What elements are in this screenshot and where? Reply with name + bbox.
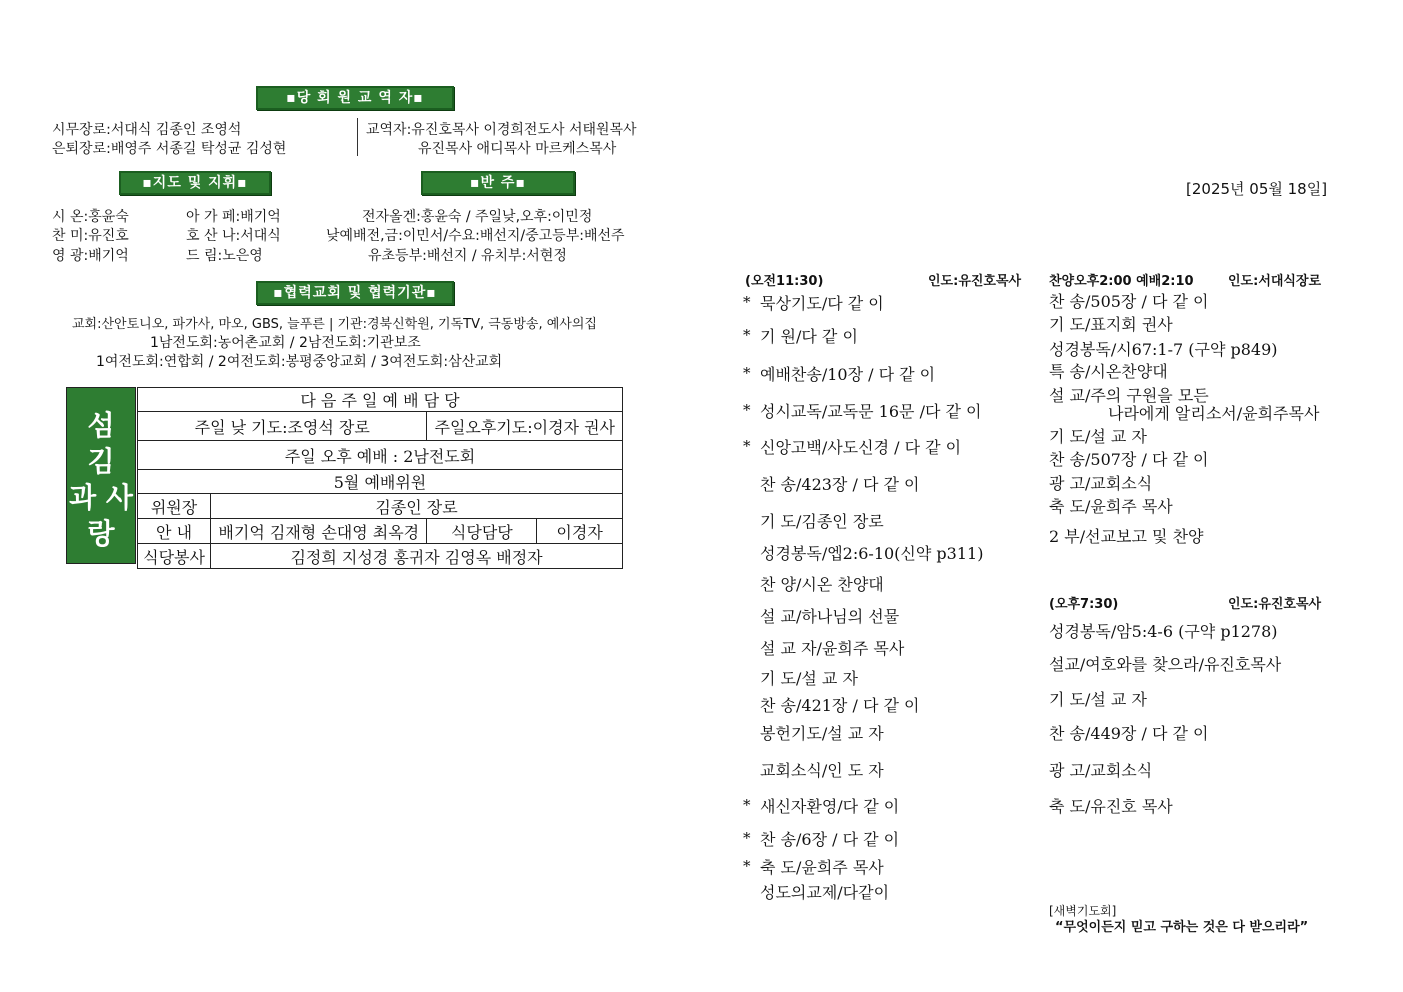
- afternoon-item-1: 찬 송/505장 / 다 같 이: [1049, 292, 1209, 311]
- ministers-line-2: 유진목사 애디목사 마르케스목사: [418, 141, 617, 157]
- next-week-duty-table: [137, 387, 623, 569]
- leader-row-2-c: 낮예배전,금:이민서/수요:배선지/중고등부:배선주: [326, 228, 625, 244]
- morning-time: (오전11:30): [745, 274, 824, 289]
- partner-line-1: 교회:산안토니오, 파가사, 마오, GBS, 늘푸른 | 기관:경북신학원, 기독TV, 극동방송, 예사의집: [72, 317, 597, 332]
- afternoon-item-3: 성경봉독/시67:1-7 (구약 p849): [1049, 340, 1278, 359]
- morning-item-6: 찬 송/423장 / 다 같 이: [760, 475, 920, 494]
- duty-kitchen-label: 식당담당: [427, 519, 537, 544]
- morning-star-5: *: [743, 437, 751, 455]
- evening-item-6: 축 도/유진호 목사: [1049, 797, 1173, 816]
- bulletin-date: [2025년 05월 18일]: [1186, 180, 1328, 198]
- morning-item-4: 성시교독/교독문 16문 /다 같 이: [760, 402, 982, 421]
- evening-time: (오후7:30): [1049, 597, 1119, 612]
- morning-item-7: 기 도/김종인 장로: [760, 512, 884, 531]
- leader-row-1-c: 전자올겐:홍윤숙 / 주일낮,오후:이민정: [362, 209, 593, 225]
- morning-item-18: 축 도/윤희주 목사: [760, 858, 884, 877]
- leader-row-3-b: 드 림:노은영: [186, 248, 263, 264]
- afternoon-item-2: 기 도/표지회 권사: [1049, 315, 1173, 334]
- morning-item-17: 찬 송/6장 / 다 같 이: [760, 830, 900, 849]
- morning-item-16: 새신자환영/다 같 이: [760, 797, 900, 816]
- morning-item-11: 설 교 자/윤희주 목사: [760, 639, 905, 658]
- elders-active: 시무장로:서대식 김종인 조영석: [52, 122, 242, 138]
- duty-chair-label: 위원장: [138, 494, 211, 519]
- leader-row-3-c: 유초등부:배선지 / 유치부:서현정: [368, 248, 567, 264]
- afternoon-leader: 인도:서대식장로: [1228, 274, 1322, 289]
- morning-leader: 인도:유진호목사: [928, 274, 1022, 289]
- afternoon-item-4: 특 송/시온찬양대: [1049, 362, 1168, 381]
- duty-prayer-am: 주일 낮 기도:조영석 장로: [138, 412, 427, 441]
- serve-love-line-1: 섬: [87, 409, 115, 442]
- morning-item-5: 신앙고백/사도신경 / 다 같 이: [760, 438, 962, 457]
- officers-header: ▪당 회 원 교 역 자▪: [256, 86, 454, 110]
- leader-row-2-b: 호 산 나:서대식: [186, 228, 281, 244]
- dawn-prayer-label: [새벽기도회]: [1049, 904, 1117, 918]
- morning-item-12: 기 도/설 교 자: [760, 669, 858, 688]
- morning-item-13: 찬 송/421장 / 다 같 이: [760, 696, 920, 715]
- duty-prayer-pm: 주일오후기도:이경자 권사: [427, 412, 623, 441]
- morning-item-3: 예배찬송/10장 / 다 같 이: [760, 365, 936, 384]
- morning-item-10: 설 교/하나님의 선물: [760, 607, 900, 626]
- duty-usher-names: 배기억 김재형 손대영 최옥경: [211, 519, 427, 544]
- elders-retired: 은퇴장로:배영주 서종길 탁성균 김성현: [52, 141, 287, 157]
- morning-item-8: 성경봉독/엡2:6-10(신약 p311): [760, 544, 984, 563]
- serve-love-box: [66, 387, 136, 564]
- duty-chair-name: 김종인 장로: [211, 494, 623, 519]
- evening-item-5: 광 고/교회소식: [1049, 761, 1153, 780]
- duty-title: 다 음 주 일 예 배 담 당: [138, 388, 623, 412]
- morning-star-2: *: [743, 326, 751, 344]
- evening-leader: 인도:유진호목사: [1228, 597, 1322, 612]
- morning-star-18: *: [743, 857, 751, 875]
- morning-item-15: 교회소식/인 도 자: [760, 761, 884, 780]
- morning-item-1: 묵상기도/다 같 이: [760, 294, 884, 313]
- afternoon-item-7: 기 도/설 교 자: [1049, 427, 1147, 446]
- duty-pm-service: 주일 오후 예배 : 2남전도회: [138, 441, 623, 470]
- morning-star-1: *: [743, 293, 751, 311]
- duty-usher-label: 안 내: [138, 519, 211, 544]
- morning-item-2: 기 원/다 같 이: [760, 327, 858, 346]
- afternoon-time: 찬양오후2:00 예배2:10: [1049, 274, 1194, 289]
- dawn-prayer-verse: “무엇이든지 믿고 구하는 것은 다 받으리라”: [1055, 920, 1309, 935]
- morning-item-14: 봉헌기도/설 교 자: [760, 724, 884, 743]
- morning-star-4: *: [743, 401, 751, 419]
- accompanists-header: ▪반 주▪: [421, 171, 575, 195]
- afternoon-item-6: 나라에게 알리소서/윤희주목사: [1108, 404, 1320, 423]
- morning-item-9: 찬 양/시온 찬양대: [760, 575, 884, 594]
- leader-row-3-a: 영 광:배기억: [52, 248, 129, 264]
- evening-item-2: 설교/여호와를 찾으라/유진호목사: [1049, 655, 1282, 674]
- duty-kitchen-serve-label: 식당봉사: [138, 544, 211, 569]
- afternoon-item-8: 찬 송/507장 / 다 같 이: [1049, 450, 1209, 469]
- morning-item-19: 성도의교제/다같이: [760, 883, 890, 902]
- leader-row-1-b: 아 가 페:배기억: [186, 209, 281, 225]
- evening-item-4: 찬 송/449장 / 다 같 이: [1049, 724, 1209, 743]
- morning-star-17: *: [743, 829, 751, 847]
- partner-line-3: 1여전도회:연합회 / 2여전도회:봉평중앙교회 / 3여전도회:삼산교회: [96, 354, 503, 370]
- partner-header: ▪협력교회 및 협력기관▪: [256, 281, 454, 305]
- partner-line-2: 1남전도회:농어촌교회 / 2남전도회:기관보조: [150, 335, 421, 351]
- morning-star-16: *: [743, 796, 751, 814]
- afternoon-item-11: 2 부/선교보고 및 찬양: [1049, 527, 1204, 546]
- serve-love-line-4: 랑: [87, 517, 115, 550]
- evening-item-1: 성경봉독/암5:4-6 (구약 p1278): [1049, 622, 1278, 641]
- officers-divider: [357, 118, 358, 156]
- afternoon-item-9: 광 고/교회소식: [1049, 474, 1153, 493]
- serve-love-line-3: 과 사: [69, 481, 133, 514]
- afternoon-item-10: 축 도/윤희주 목사: [1049, 497, 1173, 516]
- duty-kitchen-name: 이경자: [537, 519, 623, 544]
- duty-kitchen-serve-names: 김정희 지성경 홍귀자 김영옥 배정자: [211, 544, 623, 569]
- leader-row-1-a: 시 온:홍윤숙: [52, 209, 129, 225]
- morning-star-3: *: [743, 364, 751, 382]
- leader-row-2-a: 찬 미:유진호: [52, 228, 129, 244]
- evening-item-3: 기 도/설 교 자: [1049, 690, 1147, 709]
- serve-love-line-2: 김: [87, 445, 115, 478]
- leaders-header: ▪지도 및 지휘▪: [119, 171, 271, 195]
- ministers-line-1: 교역자:유진호목사 이경희전도사 서태원목사: [366, 122, 637, 138]
- afternoon-item-5: 설 교/주의 구원을 모든: [1049, 386, 1209, 405]
- duty-month-committee: 5월 예배위원: [138, 470, 623, 494]
